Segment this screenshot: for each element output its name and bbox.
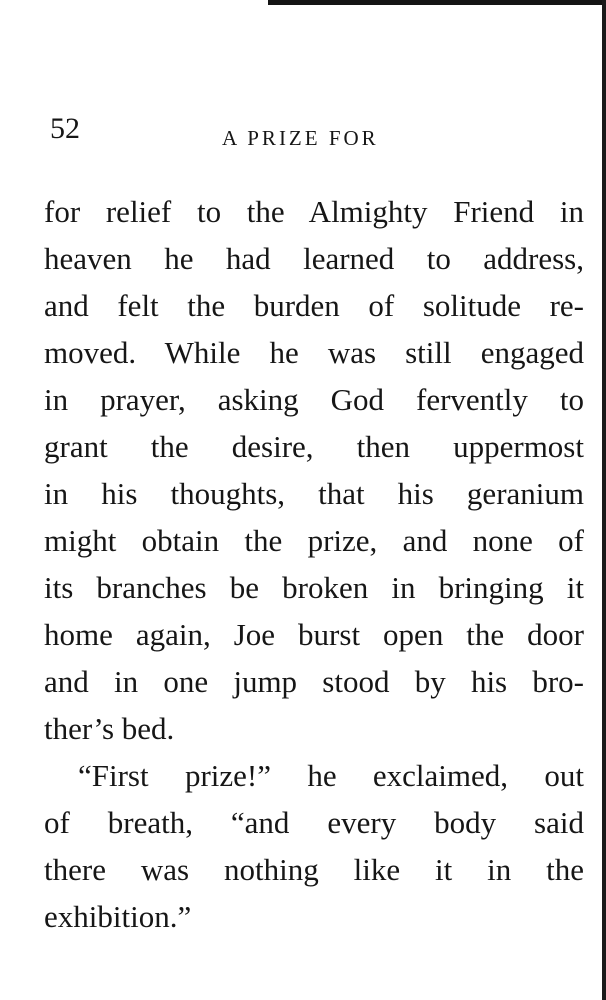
page-number: 52 xyxy=(50,112,80,145)
text-line: in prayer, asking God fervently to xyxy=(44,382,584,417)
text-line: there was nothing like it in the xyxy=(44,852,584,887)
text-line: in his thoughts, that his geranium xyxy=(44,476,584,511)
body-text xyxy=(44,188,584,940)
text-line: might obtain the prize, and none of xyxy=(44,523,584,558)
text-line: moved. While he was still engaged xyxy=(44,335,584,370)
text-line: exhibition.” xyxy=(44,899,192,934)
text-line: grant the desire, then uppermost xyxy=(44,429,584,464)
text-line: “First prize!” he exclaimed, out xyxy=(78,758,584,793)
text-line: of breath, “and every body said xyxy=(44,805,584,840)
top-border-rule xyxy=(268,0,606,5)
text-line: heaven he had learned to address, xyxy=(44,241,584,276)
right-border-rule xyxy=(602,0,606,1000)
text-line: its branches be broken in bringing it xyxy=(44,570,584,605)
text-line: and in one jump stood by his bro- xyxy=(44,664,584,699)
running-head: A PRIZE FOR xyxy=(222,126,379,150)
text-line: home again, Joe burst open the door xyxy=(44,617,584,652)
text-line: and felt the burden of solitude re- xyxy=(44,288,584,323)
text-line: for relief to the Almighty Friend in xyxy=(44,194,584,229)
text-line: ther’s bed. xyxy=(44,711,175,746)
